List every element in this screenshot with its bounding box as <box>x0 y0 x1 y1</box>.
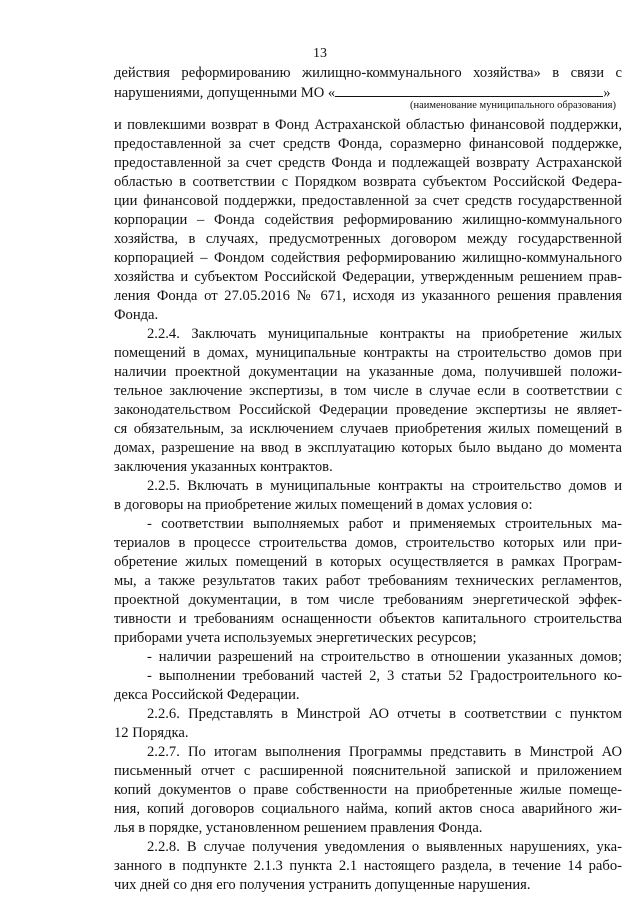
mo-prefix: нарушениями, допущенными МО « <box>114 85 336 101</box>
document-body <box>114 64 622 895</box>
text-line: домах, разрешение на ввод в эксплуатацию которых было выдано до момента <box>114 440 622 456</box>
text-line: обретение жилых помещений в которых осуществляется в рамках Програм- <box>114 554 622 570</box>
text-line: декса Российской Федерации. <box>114 687 300 703</box>
text-line: предоставленной за счет средств Фонда и подлежащей возврату Астраханской <box>114 155 622 171</box>
text-line: приборами учета используемых энергетических ресурсов; <box>114 630 477 646</box>
text-line: в договоры на приобретение жилых помещений в домах условия о: <box>114 497 533 513</box>
text-line: проектной документации, в том числе требованиям энергетической эффек- <box>114 592 622 608</box>
text-line: предоставленной за счет средств Фонда, соразмерно финансовой поддержке, <box>114 136 622 152</box>
paragraph-2-2-5 <box>114 477 622 705</box>
text-line: корпорацией – Фондом содействия реформированию жилищно-коммунального <box>114 250 622 266</box>
text-line: - выполнении требований частей 2, 3 статьи 52 Градостроительного ко- <box>147 668 622 684</box>
text-line: законодательством Российской Федерации проведение экспертизы не являет- <box>114 402 622 418</box>
text-line: териалов в процессе строительства домов, строительство которых или при- <box>114 535 622 551</box>
paragraph-2-2-7 <box>114 743 622 838</box>
paragraph-2-2-6 <box>114 705 622 743</box>
text-line: корпорации – Фонда содействия реформированию жилищно-коммунального <box>114 212 622 228</box>
text-line: чих дней со дня его получения устранить допущенные нарушения. <box>114 877 531 893</box>
text-line: хозяйства, в случаях, предусмотренных договором между государственной <box>114 231 622 247</box>
text-line: и повлекшими возврат в Фонд Астраханской областью финансовой поддержки, <box>114 117 622 133</box>
text-line: ции финансовой поддержки, предоставленной за счет средств государственной <box>114 193 622 209</box>
text-line: ления Фонда от 27.05.2016 № 671, исходя из указанного решения правления <box>114 288 622 304</box>
text-line: занного в подпункте 2.1.3 пункта 2.1 настоящего раздела, в течение 14 рабо- <box>114 858 622 874</box>
municipality-blank-field <box>335 83 603 97</box>
text-line: ся обязательным, за исключением случаев приобретения жилых помещений в <box>114 421 622 437</box>
text-line: копий документов о праве собственности на приобретенные жилые помеще- <box>114 782 622 798</box>
text-line: ния, копий договоров социального найма, копий актов сноса аварийного жи- <box>114 801 622 817</box>
text-line: заключения указанных контрактов. <box>114 459 333 475</box>
text-line: помещений в домах, муниципальные контракты на строительство домов при <box>114 345 622 361</box>
paragraph-2-2-4 <box>114 325 622 477</box>
text-line: лья в порядке, установленном решением правления Фонда. <box>114 820 483 836</box>
text-line: письменный отчет с расширенной пояснительной запиской и приложением <box>114 763 622 779</box>
text-line: хозяйства и субъектом Российской Федерации, утвержденным решением прав- <box>114 269 622 285</box>
text-line: мы, а также результатов таких работ требованиям технических регламентов, <box>114 573 622 589</box>
text-line: наличии проектной документации на указанные дома, получившей положи- <box>114 364 622 380</box>
text-line: 2.2.8. В случае получения уведомления о выявленных нарушениях, ука- <box>147 839 622 855</box>
text-line: областью в соответствии с Порядком возврата субъектом Российской Федера- <box>114 174 622 190</box>
paragraph-2-2-8 <box>114 838 622 895</box>
text-line: 2.2.6. Представлять в Минстрой АО отчеты в соответствии с пунктом <box>147 706 622 722</box>
text-line: 2.2.4. Заключать муниципальные контракты на приобретение жилых <box>147 326 622 342</box>
page-number: 13 <box>313 46 327 61</box>
paragraph-continuation <box>114 116 622 325</box>
text-line: тивности и требованиям оснащенности объектов капитального строительства <box>114 611 622 627</box>
text-line: 2.2.7. По итогам выполнения Программы представить в Минстрой АО <box>147 744 622 760</box>
text-line: действия реформированию жилищно-коммунального хозяйства» в связи с <box>114 65 622 81</box>
text-line: 12 Порядка. <box>114 725 189 741</box>
text-line: тельное заключение экспертизы, в том числе в случае если в соответствии с <box>114 383 622 399</box>
text-line: - наличии разрешений на строительство в отношении указанных домов; <box>147 649 622 665</box>
text-line: - соответствии выполняемых работ и применяемых строительных ма- <box>147 516 622 532</box>
text-line: Фонда. <box>114 307 159 323</box>
text-line: 2.2.5. Включать в муниципальные контракты на строительство домов и <box>147 478 622 494</box>
field-caption: (наименование муниципального образования) <box>409 100 616 111</box>
mo-suffix: » <box>603 85 611 101</box>
